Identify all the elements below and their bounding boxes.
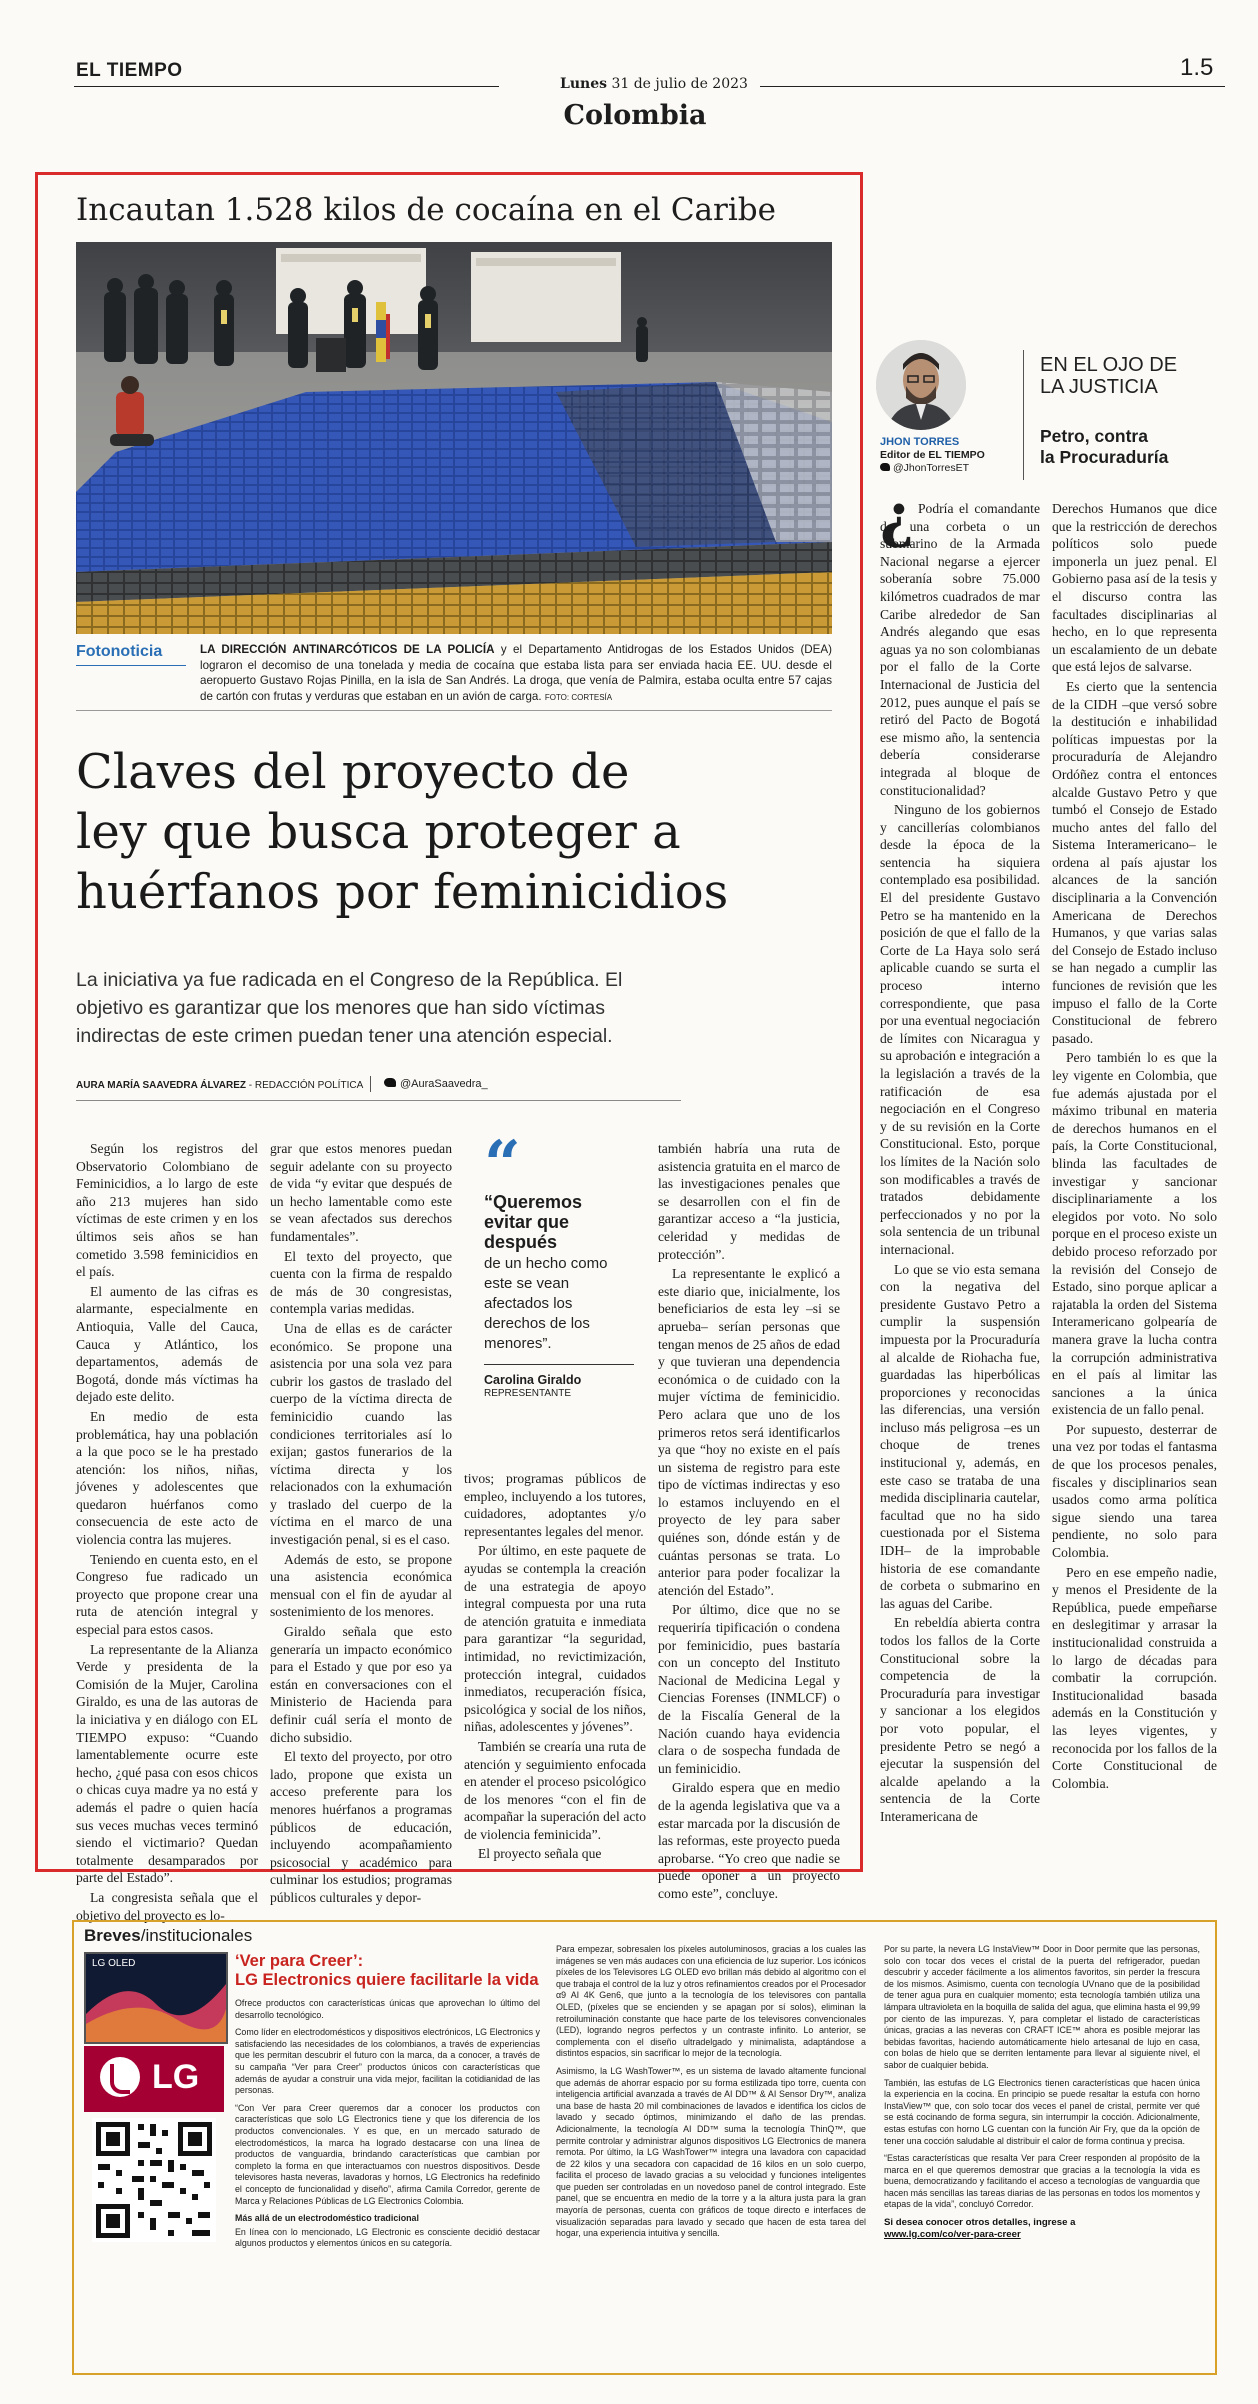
author-desk: - REDACCIÓN POLÍTICA	[246, 1080, 364, 1091]
paragraph: También se crearía una ruta de atención y seguimiento enfocada en atender el proceso psicológico de los menores “con el fin de acompañar la superación del acto de violencia feminicida”.	[464, 1738, 646, 1842]
byline-twitter[interactable]	[384, 1078, 488, 1090]
cta-text: Si desea conocer otros detalles, ingrese a	[884, 2217, 1076, 2229]
story2-col-4	[658, 1140, 840, 1903]
paragraph: “Con Ver para Creer queremos dar a conocer los productos con características que solo LG Electronics tiene y que los diferencia de los productos convencionales. Y es que, en un mercado saturado de electrodomésticos, la marca ha logrado destacarse con una línea de productos de vanguardia, brindando características que cambian por completo la forma en que interactuamos con nuestros dispositivos. Desde televisores hasta neveras, lavadoras y hornos, LG Electronics ha redefinido el concepto de funcionalidad y diseño”, afirma Camila Corredor, gerente de Marca y Relaciones Públicas de LG Electronics Colombia.	[235, 2102, 540, 2206]
quote-role: REPRESENTANTE	[484, 1388, 572, 1399]
masthead-logo[interactable]: EL TIEMPO	[76, 60, 183, 81]
column-title	[1040, 426, 1168, 468]
masthead-date-text: 31 de julio de 2023	[611, 76, 748, 92]
cta-link[interactable]: www.lg.com/co/ver-para-creer	[884, 2228, 1021, 2240]
column-author-twitter[interactable]	[880, 462, 985, 475]
author-name: AURA MARÍA SAAVEDRA ÁLVAREZ	[76, 1080, 246, 1091]
paragraph: También, las estufas de LG Electronics tienen características que hacen única la experiencia en la cocina. En principio se puede resaltar la estufa con horno InstaView™ que, con solo tocar dos veces el panel de cristal, permite ver qué se está cocinando de forma segura, sin interrumpir la cocción. Adicionalmente, estas estufas con horno LG cuentan con la función Air Fry, que da la opción de tener una cocción saludable al distribuir el calor de forma continua y precisa.	[884, 2077, 1200, 2146]
lg-logo-face-icon	[110, 2064, 130, 2094]
paragraph: La representante le explicó a este diario que, inicialmente, los beneficiarios de esta ley –si se aprueba– serían personas que tengan menos de 25 años de edad y que tuvieran una dependencia económica o de cuidado con la mujer víctima de feminicidio. Pero aclara que uno de los primeros retos será identificarlos ya que “hoy no existe en el país un sistema de registro para este tipo de víctimas indirectas y eso lo estamos incluyendo en el proyecto de ley para saber quiénes son, dónde están y de cuántas personas se trata. Lo anterior para poder focalizar la atención del Estado”.	[658, 1266, 840, 1598]
column-author	[880, 436, 985, 475]
paragraph: “Estas características que resalta Ver para Creer responden al propósito de la marca en el que queremos demostrar que gracias a la tecnología la vida es buena, democratizando y facilitando el acceso a tecnologías de vanguardia que hacen más sencillas las tareas diarias de las personas en todos los momentos y etapas de la vida”, concluyó Corredor.	[884, 2153, 1200, 2210]
paragraph: Giraldo señala que esto generaría un impacto económico para el Estado y que por eso ya están en conversaciones con el Ministerio de Hacienda para definir cuál sería el monto de dicho subsidio.	[270, 1624, 452, 1745]
headline-line-2: ley que busca proteger a	[76, 804, 681, 860]
paragraph: En línea con lo mencionado, LG Electronic es consciente decidió destacar algunos productos y elementos únicos en su categoría.	[235, 2226, 540, 2249]
breves-label-bold: Breves	[84, 1926, 141, 1945]
rubric-line-2: LA JUSTICIA	[1040, 376, 1158, 398]
author-avatar	[876, 340, 966, 430]
story1-bottom-rule	[76, 710, 832, 711]
story2-headline	[76, 742, 728, 922]
twitter-handle: @AuraSaavedra_	[400, 1078, 488, 1090]
breves-headline-line-1: ‘Ver para Creer’:	[235, 1952, 364, 1970]
paragraph: El proyecto señala que	[478, 1846, 602, 1862]
deck-line-1: La iniciativa ya fue radicada en el Congreso de la República. El	[76, 969, 623, 991]
tv-brand: LG OLED	[92, 1958, 136, 1969]
rubric-line-1: EN EL OJO DE	[1040, 354, 1178, 376]
paragraph: La congresista señala que el objetivo del proyecto es lo-	[76, 1889, 258, 1923]
qr-code[interactable]	[92, 2118, 216, 2242]
paragraph: Además de esto, se propone una asistencia económica mensual con el fin de ayudar al sostenimiento de los menores.	[270, 1551, 452, 1620]
caption-lead: LA DIRECCIÓN ANTINARCÓTICOS DE LA POLICÍA	[200, 643, 495, 656]
paragraph: Pero en ese empeño nadie, y menos el Presidente de la República, puede empeñarse en deslegitimar y arrasar la institucionalidad construida a lo largo de décadas para combatir la corrupción. Institucionalidad basada además en la Constitución y las leyes vigentes, y reconocida por los fallos de la Corte Constitucional de Colombia.	[1052, 1564, 1217, 1791]
paragraph: tivos; programas públicos de empleo, incluyendo a los tutores, cuidadores, adoptantes y/o representantes legales del menor.	[464, 1471, 646, 1539]
byline-divider	[370, 1076, 371, 1092]
breves-col-3	[884, 1944, 1200, 2246]
twitter-bird-icon	[384, 1078, 396, 1087]
paragraph: Podría el comandante de una corbeta o un submarino de la Armada Nacional negarse a ejercer soberanía sobre 75.000 kilómetros cuadrados de mar Caribe alrededor de San Andrés alegando que esas aguas ya no son colombianas por el fallo de la Corte Internacional de Justicia del 2012, pues aunque el país se retiró del Pacto de Bogotá ese mismo año, la sentencia debería considerarse integrada al bloque de constitucionalidad?	[880, 501, 1040, 798]
paragraph: Para empezar, sobresalen los píxeles autoluminosos, gracias a los cuales las imágenes se ven más audaces con una eficiencia de luz superior. Los icónicos píxeles de los Televisores LG OLED evo brillan más debido al algoritmo con el que trabaja el control de la luz y otros refinamientos creados por el Procesador α9 AI 4K Gen6, que junto a la tecnología de los televisores con pantalla OLED, (píxeles que se encienden y se apagan por sí solos), eliminan la retroiluminación constante que hace parte de los televisores convencionales (LED), logrando negros perfectos y un contraste infinito. Lo anterior, se complementa con el diseño ultradelgado y minimalista, adaptándose a distintos espacios, sin sacrificar lo mejor de la tecnología.	[556, 1944, 866, 2059]
masthead-rule-right	[760, 86, 1225, 87]
paragraph: El aumento de las cifras es alarmante, especialmente en Antioquia, Valle del Cauca, Cauca y Atlántico, los departamentos, además de Bogotá, donde más víctimas ha dejado este delito.	[76, 1283, 258, 1405]
paragraph: Ofrece productos con características únicas que aprovechan lo último del desarrollo tecnológico.	[235, 1998, 540, 2020]
breves-headline-line-2: LG Electronics quiere facilitarle la vida	[235, 1971, 539, 1989]
twitter-bird-icon	[880, 463, 890, 471]
section-title: Colombia	[563, 100, 707, 131]
paragraph: La representante de la Alianza Verde y presidenta de la Comisión de la Mujer, Carolina Giraldo, es una de las autoras de la iniciativa y en diálogo con EL TIEMPO expuso: “Cuando lamentablemente ocurre este hecho, ¿qué pasa con esos chicos o chicas cuya madre ya no está y además el padre o quien hacía sus veces muchas veces terminó siendo el victimario? Quedan totalmente desamparados por parte del Estado”.	[76, 1641, 258, 1886]
breves-label	[84, 1926, 252, 1946]
caption-tag-underline	[76, 665, 186, 666]
paragraph: Lo que se vio esta semana con la negativa del presidente Gustavo Petro a cumplir la suspensión impuesta por la Procuraduría al alcalde de Riohacha fue, guardadas las hiperbólicas proporciones y reconocidas las diferencias, una versión incluso más peligrosa –es un choque de trenes institucional y, además, en este caso se trataba de una medida disciplinaria cautelar, facultad que no ha sido cuestionada por el Sistema IDH– de la improbable historia de ese comandante de corbeta o submarino en las aguas del Caribe.	[880, 1261, 1040, 1611]
paragraph: grar que estos menores puedan seguir adelante con su proyecto de vida “y evitar que después de un hecho lamentable como este se vean afectados sus derechos fundamentales”.	[270, 1141, 452, 1244]
masthead-date	[560, 76, 748, 92]
page-number: 1.5	[1180, 54, 1214, 81]
paragraph: En medio de esta problemática, hay una población a la que poco se le ha prestado atención: los niños, niñas, jóvenes y adolescentes que quedaron huérfanos como consecuencia de este acto de violencia contra las mujeres.	[76, 1408, 258, 1548]
photo-caption	[200, 642, 832, 705]
story2-col-2	[270, 1140, 452, 1907]
breves-headline	[235, 1952, 539, 1990]
paragraph: Por supuesto, desterrar de una vez por todas el fantasma de que los procesos penales, fiscales y disciplinarios sean usados como arma política sigue siendo una tarea pendiente, no solo para Colombia.	[1052, 1421, 1217, 1561]
column-right-col	[1052, 500, 1217, 1792]
caption-text: y el Departamento Antidrogas de los Estados Unidos (DEA) lograron el decomiso de una tonelada y media de cocaína que estaba lista para ser enviada hacia EE. UU. desde el aeropuerto Gustavo Rojas Pinilla, en la isla de San Andrés. La droga, que venía de Palmira, estaba oculta entre 57 cajas de cartón con frutas y verduras que estaban en un avión de carga.	[200, 643, 832, 703]
deck-line-3: indirectas de este crimen puedan tener una atención especial.	[76, 1025, 613, 1047]
story1-headline: Incautan 1.528 kilos de cocaína en el Caribe	[76, 192, 776, 228]
breves-cta	[884, 2217, 1200, 2240]
deck-line-2: objetivo es garantizar que los menores que han sido víctimas	[76, 997, 605, 1019]
photo-caption-tag: Fotonoticia	[76, 643, 163, 660]
column-title-line-2: la Procuraduría	[1040, 447, 1169, 467]
headline-line-1: Claves del proyecto de	[76, 744, 630, 800]
paragraph: El texto del proyecto, por otro lado, propone que exista un acceso preferente para los menores huérfanos a programas públicos de educación, incluyendo acompañamiento psicosocial y académico para culminar los estudios; programas públicos culturales y depor-	[270, 1749, 452, 1905]
paragraph: Ninguno de los gobiernos y cancillerías colombianos desde la época de la sentencia ha siquiera contemplado esa posibilidad. El del presidente Gustavo Petro se ha mantenido en la posición de que el fallo de la Corte de La Haya solo será aplicable cuando se surta el proceso interno correspondiente, que pasa por una eventual negociación de límites con Nicaragua y su aprobación e integración a la legislación a través de la ratificación de esa negociación en el Congreso y de su revisión en la Corte Constitucional. Esto, porque los límites de la Nación solo son modificables a través de tratados debidamente perfeccionados y no por la sola sentencia de un tribunal internacional.	[880, 802, 1040, 1257]
paragraph: Derechos Humanos que dice que la restricción de derechos políticos solo puede imponerla un juez penal. El Gobierno pasa así de la tesis y el discurso contra las facultades disciplinarias al hecho, en lo que representa un escalamiento de un debate que está lejos de salvarse.	[1052, 501, 1217, 675]
byline	[76, 1080, 363, 1091]
lg-logo-box	[84, 2046, 224, 2112]
headline-line-3: huérfanos por feminicidios	[76, 864, 729, 920]
drop-cap: ¿	[880, 482, 914, 550]
photo-credit: FOTO: CORTESÍA	[544, 692, 613, 702]
breves-col-1	[235, 1998, 540, 2256]
breves-col-2	[556, 1944, 866, 2246]
masthead-day: Lunes	[560, 76, 607, 92]
paragraph: En rebeldía abierta contra todos los fallos de la Corte Constitucional sobre la competencia de la Procuraduría para investigar y sancionar a los elegidos por voto popular, el presidente Petro se negó a ejecutar la suspensión del alcalde apelando a la sentencia de la Corte Interamericana de	[880, 1615, 1040, 1824]
breves-subhead: Más allá de un electrodoméstico tradicional	[235, 2213, 419, 2224]
paragraph: Es cierto que la sentencia de la CIDH –que versó sobre la destitución e inhabilidad políticas impuestas por la procuraduría de Alejandro Ordóñez contra el entonces alcalde Gustavo Petro y que tumbó el Consejo de Estado mucho antes del fallo del Sistema Interamericano– le ordena al país ajustar los alcances de la sanción disciplinaria a la Convención Americana de Derechos Humanos, y que varias salas del Consejo de Estado incluso se han negado a cumplir las funciones de revisión que les impuso el fallo de la Corte Constitucional de febrero pasado.	[1052, 678, 1217, 1046]
paragraph: Pero también lo es que la ley vigente en Colombia, que fue además ajustada por el máximo tribunal en materia de derechos humanos en el país, la Corte Constitucional, blinda las facultades de investigar y sancionar disciplinariamente a los elegidos por voto. No solo porque en el proceso existe un debido proceso reforzado por la revisión del Consejo de Estado, sino porque aplicar a rajatabla la orden del Sistema Interamericano golpearía de manera grave la lucha contra la corrupción administrativa en el país al limitar las sanciones a la única existencia de un fallo penal.	[1052, 1050, 1217, 1418]
breves-label-rest: /institucionales	[140, 1926, 253, 1945]
column-rubric	[1040, 354, 1177, 398]
paragraph: también habría una ruta de asistencia gratuita en el marco de las investigaciones penales que se desarrollen con el fin de garantizar acceso a “la justicia, celeridad y medidas de protección”.	[658, 1141, 840, 1262]
paragraph: Una de ellas es de carácter económico. Se propone una asistencia por una sola vez para cubrir los gastos de traslado del cuerpo de la víctima directa de feminicidio cuando las condiciones territoriales así lo exijan; gastos funerarios de la víctima directa y los relacionados con la exhumación y traslado del cuerpo de la víctima en el marco de una investigación penal, si es el caso.	[270, 1320, 452, 1548]
column-left-col	[880, 500, 1040, 1826]
paragraph: Giraldo espera que en medio de la agenda legislativa que va a estar marcada por la discusión de las reformas, este proyecto pueda aprobarse. “Yo creo que nadie se puede oponer a un proyecto como este”, concluye.	[658, 1780, 840, 1901]
story2-deck	[76, 966, 622, 1050]
masthead-rule-left	[74, 86, 499, 87]
paragraph: Por último, en este paquete de ayudas se contempla la creación de una estrategia de apoyo integral compuesta por una ruta de atención gratuita e inmediata para garantizar “la seguridad, intimidad, no revictimización, protección integral, cuidados inmediatos, recuperación física, psicológica y social de los niños, niñas, adolescentes y jóvenes”.	[464, 1543, 646, 1735]
quote-mark-icon: “	[484, 1127, 521, 1202]
story2-col-3	[464, 1470, 646, 1863]
paragraph: Por su parte, la nevera LG InstaView™ Door in Door permite que las personas, solo con tocar dos veces el cristal de la puerta del refrigerador, puedan descubrir y acceder fácilmente a los alimentos favoritos, sin perder la frescura de los mismos. Asimismo, cuenta con tecnología UVnano que de la posibilidad de tener agua pura en cualquier momento; esta tecnología también utiliza una lámpara ultravioleta en la boquilla de salida del agua, que elimina hasta el 99,99 por ciento de las impurezas. Y, para completar el listado de características únicas, gracias a las neveras con CRAFT ICE™ ahora es posible mejorar las bebidas favoritas, haciendo automáticamente hielo artesanal de lujo en casa, con bolas de hielo que se derriten lentamente para llevar al siguiente nivel, el sabor de cualquier bebida.	[884, 1944, 1200, 2070]
paragraph: Como líder en electrodomésticos y dispositivos electrónicos, LG Electronics y satisfaciendo las necesidades de los colombianos, a través de experiencias que les permitan descubrir el futuro con la marca, da a conocer, a través de su campaña “Ver para Creer” productos únicos con características que además de ayudar a construir una vida mejor, facilitan la cotidianidad de las personas.	[235, 2027, 540, 2096]
quote-bold: “Queremos evitar que después	[484, 1192, 583, 1252]
column-title-line-1: Petro, contra	[1040, 426, 1148, 446]
column-author-role: Editor de EL TIEMPO	[880, 449, 985, 461]
byline-rule	[76, 1100, 681, 1101]
column-vertical-rule	[1023, 350, 1024, 480]
seizure-photo	[76, 242, 832, 634]
quote-text: de un hecho como este se vean afectados los derechos de los menores”.	[484, 1255, 608, 1352]
paragraph: Teniendo en cuenta esto, en el Congreso fue radicado un proyecto que propone crear una ruta de atención integral y especial para estos casos.	[76, 1551, 258, 1638]
tv-image	[84, 1952, 228, 2044]
column-author-name: JHON TORRES	[880, 436, 960, 448]
pull-quote	[484, 1127, 634, 1399]
column-twitter-handle: @JhonTorresET	[893, 462, 970, 474]
paragraph: Por último, dice que no se requeriría tipificación o condena por feminicidio, pues bastaría con un concepto del Instituto Nacional de Medicina Legal y Ciencias Forenses (INMLCF) o de la Fiscalía General de la Nación cuando haya evidencia clara o de sospecha fundada de un feminicidio.	[658, 1602, 840, 1776]
paragraph: El texto del proyecto, que cuenta con la firma de respaldo de más de 30 congresistas, contempla varias medidas.	[270, 1248, 452, 1317]
story2-col-1	[76, 1140, 258, 1924]
lg-logo-text: LG	[152, 2058, 200, 2096]
paragraph: Según los registros del Observatorio Colombiano de Feminicidios, a lo largo de este año 213 mujeres han sido víctimas de este crimen y en los últimos seis años se han cometido 3.598 feminicidios en el país.	[76, 1141, 258, 1280]
quote-name: Carolina Giraldo	[484, 1373, 582, 1387]
paragraph: Asimismo, la LG WashTower™, es un sistema de lavado altamente funcional que además de ahorrar espacio por su forma estilizada tipo torre, cuenta con inteligencia artificial avanzada a través de AI DD™ & AI Sensor Dry™, analiza una base de hasta 20 mil combinaciones de lavados e identifica los ciclos de lavado y secado óptimos, minimizando el daño de las prendas. Adicionalmente, la tecnología AI DD™ suma la tecnología ThinQ™, que permite controlar y administrar algunos dispositivos LG Electronics de manera remota. Por último, la LG WashTower™ integra una lavadora con capacidad de 22 kilos y una secadora con capacidad de 16 kilos en un solo cuerpo, facilita el proceso de lavado gracias a su velocidad y funciones inteligentes que pueden ser controladas en un novedoso panel de control integrado. Este panel, que se encuentra en medio de la torre y a la altura justa para la gran mayoría de personas, cuenta con gráficos de toque directo e interfaces de visualización separadas para lavado y secado que hacen de esta tarea del hogar, una experiencia intuitiva y sencilla.	[556, 2065, 866, 2239]
